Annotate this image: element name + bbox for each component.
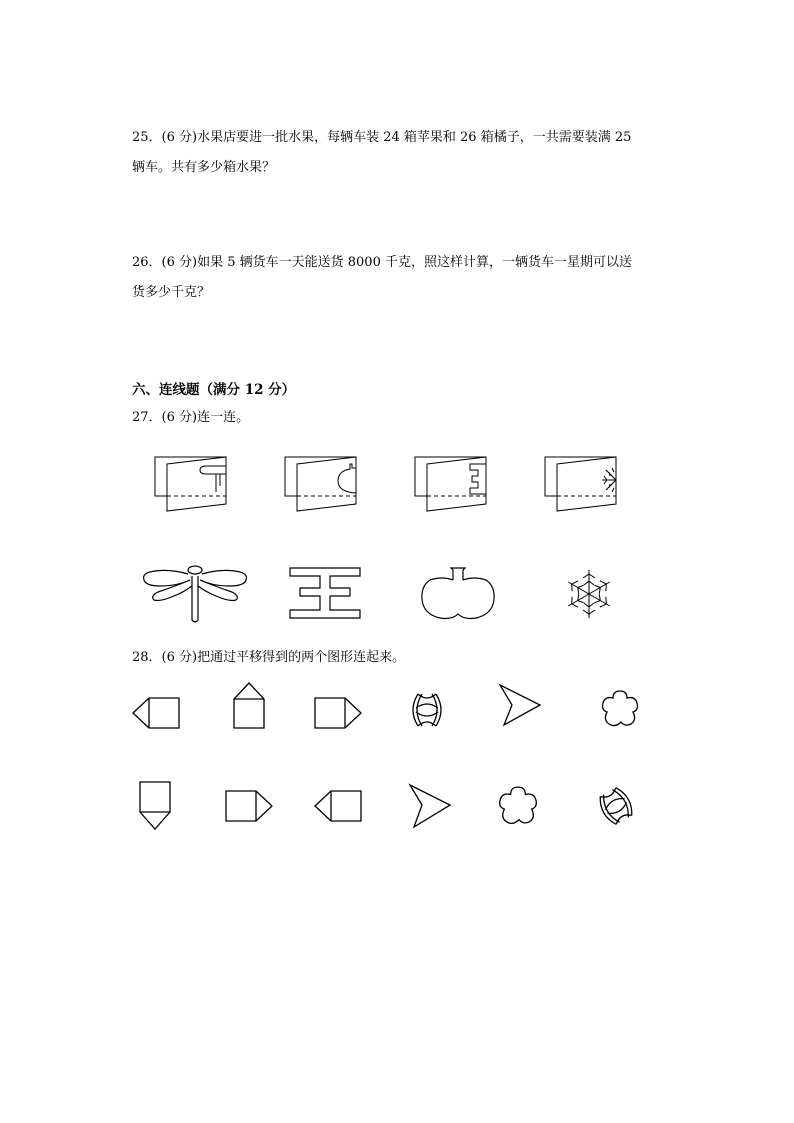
question-25-line2: 辆车。共有多少箱水果？ — [132, 160, 276, 175]
question-28-text: 28．(6 分)把通过平移得到的两个图形连起来。 — [132, 650, 406, 665]
wang-character-icon — [288, 566, 362, 620]
folded-paper-wang-half-icon — [414, 456, 490, 512]
dragonfly-icon — [142, 564, 248, 624]
question-27-text: 27．(6 分)连一连。 — [132, 410, 250, 425]
question-26-line1: 26．(6 分)如果 5 辆货车一天能送货 8000 千克，照这样计算，一辆货车一星期可以送 — [132, 255, 632, 270]
star-dart-icon — [408, 783, 452, 829]
crossed-ring-icon — [595, 786, 637, 826]
pentagon-up-icon — [232, 682, 266, 730]
question-26 — [132, 248, 662, 308]
question-25-line1: 25．(6 分)水果店要进一批水果，每辆车装 24 箱苹果和 26 箱橘子，一共需要装满 25 — [132, 130, 632, 145]
folded-paper-dragonfly-half-icon — [154, 456, 230, 512]
question-25 — [132, 123, 662, 183]
crossed-ring-icon — [410, 690, 444, 730]
pentagon-left-icon — [131, 697, 181, 729]
pentagon-right-icon — [224, 790, 274, 822]
folded-paper-snowflake-half-icon — [544, 456, 620, 512]
snowflake-icon — [564, 568, 614, 620]
pentagon-right-icon — [313, 697, 363, 729]
pentagon-down-icon — [139, 781, 171, 831]
question-26-line2: 货多少千克？ — [132, 285, 211, 300]
pentagon-left-icon — [313, 790, 363, 822]
flower-icon — [496, 786, 540, 826]
folded-paper-pumpkin-half-icon — [284, 456, 360, 512]
flower-icon — [599, 690, 641, 728]
star-dart-icon — [498, 683, 542, 727]
section-6-title: 六、连线题（满分 12 分） — [132, 382, 296, 398]
pumpkin-icon — [420, 566, 496, 620]
